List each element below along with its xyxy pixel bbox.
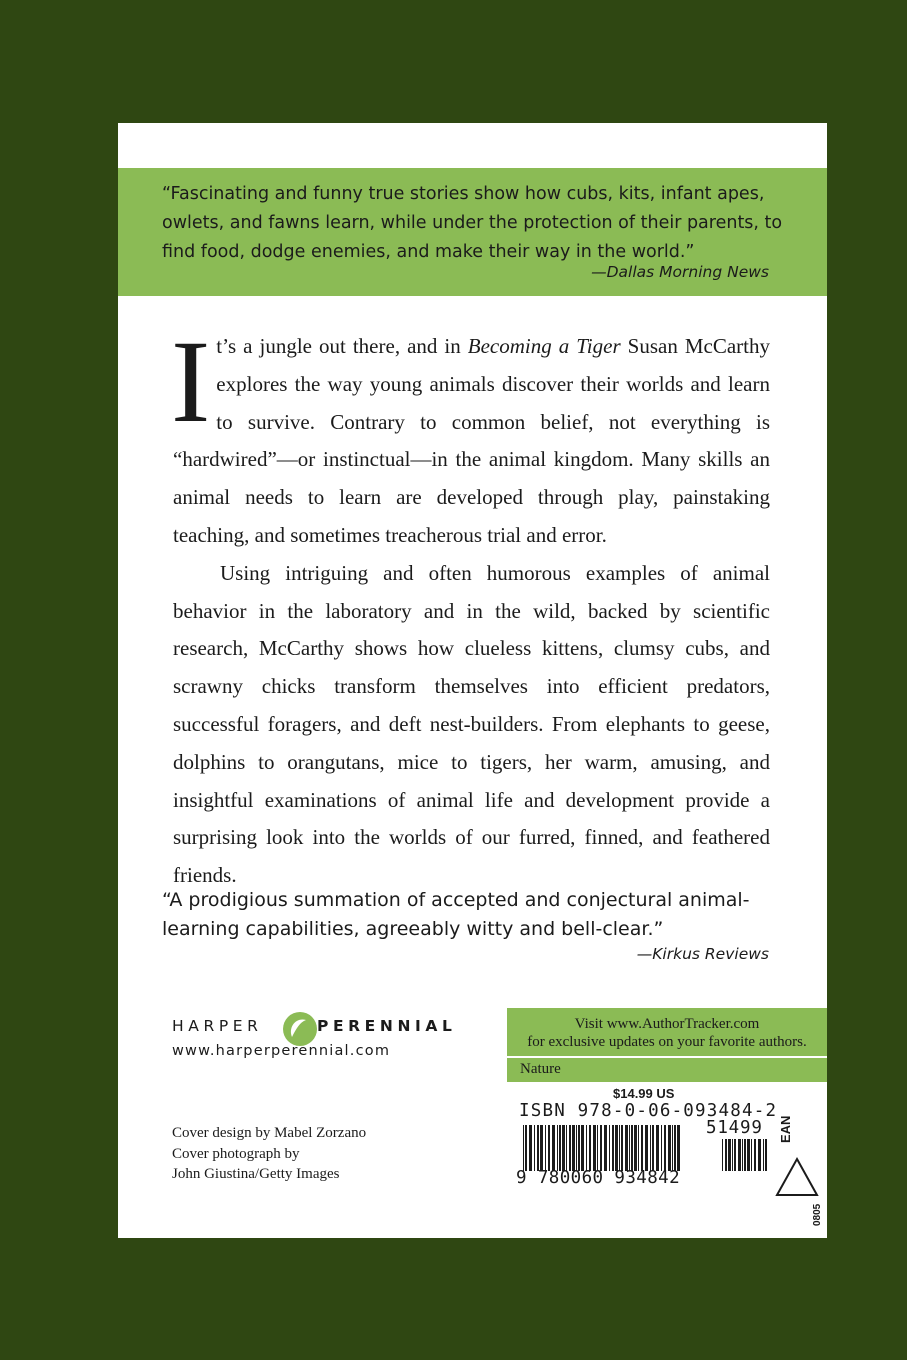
barcode-bar: [758, 1139, 761, 1171]
barcode-bar: [664, 1125, 666, 1171]
barcode-bar: [732, 1139, 733, 1171]
barcode-bar: [612, 1125, 614, 1171]
description-paragraph-2: Using intriguing and often humorous examples of animal behavior in the laboratory and in the wild, backed by scientific research, McCarthy shows how clueless kittens, clumsy cubs, and scrawny chicks transform themselves into efficient predators, successful foragers, and deft nest-builders. From elephants to geese, dolphins to orangutans, mice to tigers, her warm, amusing, and insightful examinations of animal life and development provide a surprising look into the worlds of our furred, finned, and feathered friends.: [173, 560, 770, 888]
barcode-bar: [593, 1125, 596, 1171]
barcode-bar: [562, 1125, 565, 1171]
barcode-bar: [545, 1125, 546, 1171]
barcode-bar: [625, 1125, 628, 1171]
barcode-bar: [540, 1125, 543, 1171]
barcode-bar: [668, 1125, 671, 1171]
barcode-bar: [619, 1125, 620, 1171]
barcode-bar: [765, 1139, 767, 1171]
barcode-bar: [634, 1125, 637, 1171]
barcode-bar: [763, 1139, 764, 1171]
barcode-bar: [569, 1125, 571, 1171]
description-p1-end: Susan McCarthy explores the way young animals discover their worlds and learn to survive. Contrary to common belief, not everything is “hardwired”—or instinctual—in the animal kingdom. Many skills an animal needs to learn are developed through play, painstaking teaching, and sometimes treacherous trial and error.: [173, 334, 770, 547]
barcode-bar: [615, 1125, 618, 1171]
barcode-bar: [722, 1139, 723, 1171]
publisher-name-right: PERENNIAL: [317, 1017, 457, 1035]
book-description: [171, 316, 770, 895]
barcode-bar: [572, 1125, 575, 1171]
back-cover-panel: [118, 123, 827, 1238]
barcode-bar: [525, 1125, 527, 1171]
triangle-icon: [773, 1155, 821, 1199]
description-paragraph-1: [171, 316, 770, 555]
barcode-bar: [725, 1139, 727, 1171]
bottom-quote-text: “A prodigious summation of accepted and conjectural animal-learning capabilities, agreeably witty and bell-clear.”: [162, 889, 750, 940]
isbn-barcode: [523, 1125, 681, 1171]
barcode-bar: [578, 1125, 580, 1171]
barcode-bar: [728, 1139, 731, 1171]
top-quote-attribution: —Dallas Morning News: [591, 263, 769, 281]
credit-line-3: John Giustina/Getty Images: [172, 1166, 340, 1182]
isbn-text: ISBN 978-0-06-093484-2: [519, 1101, 778, 1121]
publisher-name-left: HARPER: [172, 1017, 263, 1035]
barcode-digits: 9 780060 934842: [516, 1168, 681, 1188]
author-tracker-box: [507, 1008, 827, 1082]
cover-credits: [172, 1123, 366, 1185]
barcode-bar: [674, 1125, 676, 1171]
barcode-bar: [751, 1139, 752, 1171]
credit-line-1: Cover design by Mabel Zorzano: [172, 1125, 367, 1141]
price-label: $14.99 US: [613, 1086, 675, 1101]
author-tracker-line-1: Visit www.AuthorTracker.com: [574, 1016, 760, 1032]
barcode-bar: [552, 1125, 555, 1171]
drop-cap: I: [171, 316, 211, 447]
barcode-bar: [523, 1125, 524, 1171]
barcode-bar: [677, 1125, 680, 1171]
price-addon-barcode: [722, 1139, 770, 1171]
price-addon-digits: 51499: [706, 1118, 763, 1138]
book-title: Becoming a Tiger: [467, 334, 621, 358]
barcode-bar: [548, 1125, 550, 1171]
barcode-bar: [747, 1139, 750, 1171]
barcode-bar: [534, 1125, 535, 1171]
barcode-bar: [742, 1139, 743, 1171]
barcode-bar: [609, 1125, 610, 1171]
barcode-bar: [559, 1125, 561, 1171]
barcode-bar: [738, 1139, 741, 1171]
barcode-bar: [581, 1125, 584, 1171]
barcode-bar: [600, 1125, 602, 1171]
top-quote-text: “Fascinating and funny true stories show how cubs, kits, infant apes, owlets, and fawns learn, while under the protection of their parents, to find food, dodge enemies, and make their way in the world.”: [162, 184, 783, 262]
barcode-bar: [629, 1125, 630, 1171]
barcode-bar: [754, 1139, 756, 1171]
barcode-bar: [641, 1125, 643, 1171]
author-tracker-line-2: for exclusive updates on your favorite authors.: [527, 1034, 807, 1050]
barcode-bar: [650, 1125, 651, 1171]
barcode-bar: [604, 1125, 607, 1171]
barcode-bar: [661, 1125, 662, 1171]
description-p1-start: t’s a jungle out there, and in: [216, 334, 468, 358]
barcode-bar: [744, 1139, 746, 1171]
barcode-bar: [586, 1125, 587, 1171]
bottom-quote-attribution: —Kirkus Reviews: [636, 945, 769, 963]
barcode-bar: [656, 1125, 659, 1171]
barcode-bar: [576, 1125, 577, 1171]
book-category: Nature: [520, 1061, 561, 1077]
barcode-bar: [734, 1139, 736, 1171]
credit-line-2: Cover photograph by: [172, 1145, 300, 1162]
barcode-bar: [652, 1125, 654, 1171]
barcode-bar: [597, 1125, 598, 1171]
barcode-bar: [529, 1125, 532, 1171]
barcode-bar: [631, 1125, 633, 1171]
publisher-logo: [172, 1003, 492, 1047]
barcode-bar: [566, 1125, 567, 1171]
barcode-bar: [638, 1125, 639, 1171]
publisher-url: www.harperperennial.com: [172, 1043, 391, 1059]
top-quote-band: [118, 168, 827, 296]
barcode-bar: [589, 1125, 591, 1171]
barcode-bar: [621, 1125, 623, 1171]
barcode-bar: [672, 1125, 673, 1171]
author-tracker-divider: [507, 1056, 827, 1058]
barcode-bar: [557, 1125, 558, 1171]
ean-label: EAN: [778, 1115, 793, 1143]
print-code: 0805: [812, 1203, 823, 1226]
barcode-bar: [645, 1125, 648, 1171]
barcode-bar: [537, 1125, 539, 1171]
